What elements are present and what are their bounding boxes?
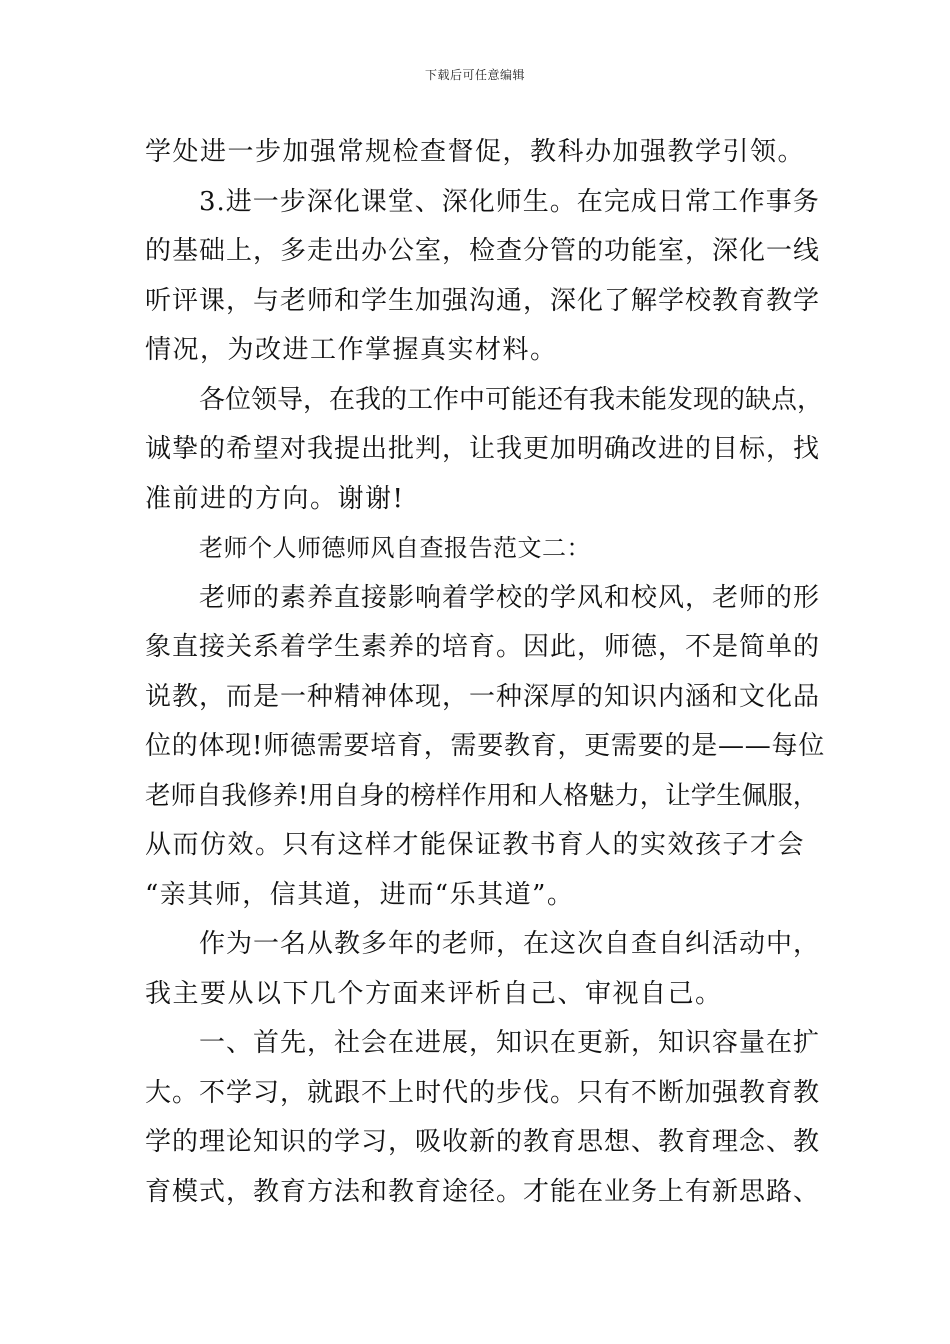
text-line: 象直接关系着学生素养的培育。因此，师德，不是简单的 <box>145 632 821 662</box>
text-line: 育模式，教育方法和教育途径。才能在业务上有新思路、 <box>145 1176 821 1207</box>
text-line: 学的理论知识的学习，吸收新的教育思想、教育理念、教 <box>145 1127 821 1157</box>
text-line: 听评课，与老师和学生加强沟通，深化了解学校教育教学 <box>145 285 821 316</box>
text-line: “亲其师，信其道，进而“乐其道”。 <box>145 879 575 910</box>
text-line: 大。不学习，就跟不上时代的步伐。只有不断加强教育教 <box>145 1077 821 1108</box>
text-line: 情况，为改进工作掌握真实材料。 <box>145 335 558 365</box>
text-line: 说教，而是一种精神体现，一种深厚的知识内涵和文化品 <box>145 681 821 712</box>
document-body <box>145 128 825 1217</box>
text-line: 位的体现!师德需要培育，需要教育，更需要的是——每位 <box>145 731 825 761</box>
text-line: 一、首先，社会在进展，知识在更新，知识容量在扩 <box>199 1028 821 1058</box>
text-line: 学处进一步加强常规检查督促，教科办加强教学引领。 <box>145 137 806 167</box>
text-line: 作为一名从教多年的老师，在这次自查自纠活动中， <box>199 929 821 959</box>
text-line: 3.进一步深化课堂、深化师生。在完成日常工作事务 <box>199 186 820 217</box>
text-line: 诚挚的希望对我提出批判，让我更加明确改进的目标，找 <box>145 434 821 464</box>
text-line: 从而仿效。只有这样才能保证教书育人的实效孩子才会 <box>145 830 806 860</box>
text-line: 我主要从以下几个方面来评析自己、审视自己。 <box>145 978 723 1009</box>
page-header: 下载后可任意编辑 <box>424 68 525 82</box>
text-line: 各位领导，在我的工作中可能还有我未能发现的缺点， <box>199 384 824 415</box>
text-line: 的基础上，多走出办公室，检查分管的功能室，深化一线 <box>145 236 821 266</box>
text-line: 老师自我修养!用自身的榜样作用和人格魅力，让学生佩服， <box>145 780 819 811</box>
text-line: 准前进的方向。谢谢! <box>145 483 405 514</box>
text-line: 老师的素养直接影响着学校的学风和校风，老师的形 <box>199 582 821 613</box>
section-heading: 老师个人师德师风自查报告范文二： <box>199 534 591 562</box>
